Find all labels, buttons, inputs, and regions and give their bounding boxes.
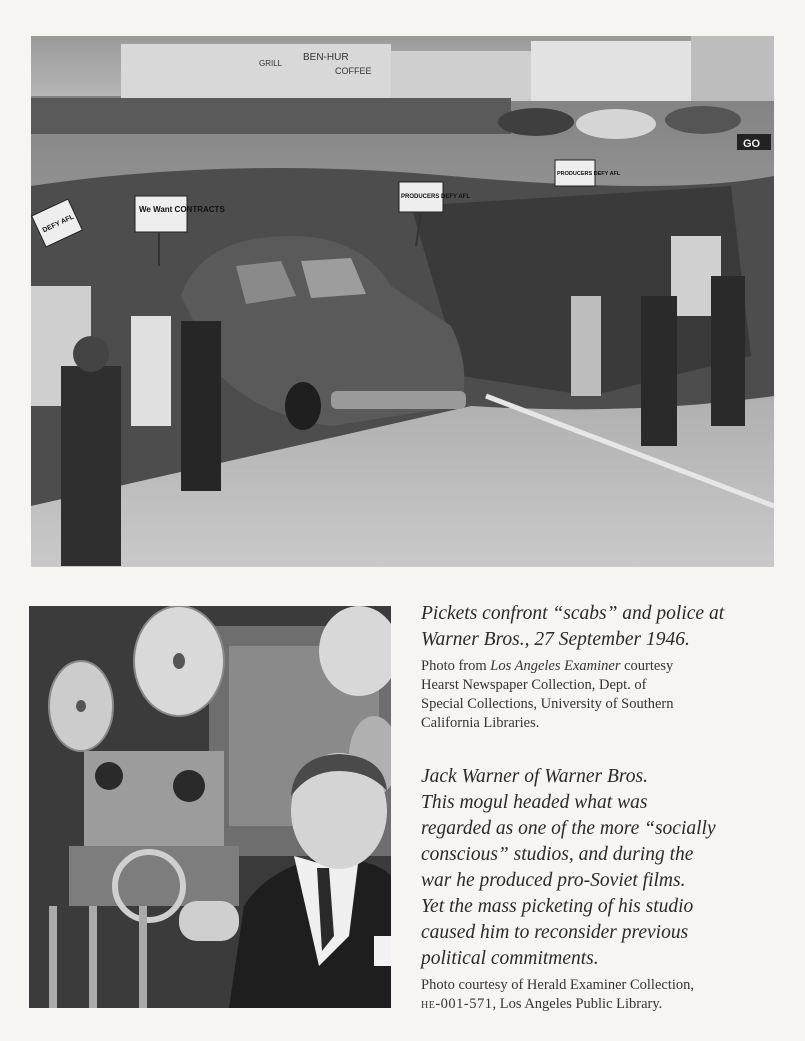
caption-picket-credit [421, 657, 771, 733]
picket-line-illustration [31, 36, 774, 567]
caption-picket-line [421, 601, 771, 733]
svg-text:PRODUCERS DEFY AFL: PRODUCERS DEFY AFL [401, 194, 471, 200]
credit-line: , Los Angeles Public Library. [492, 996, 663, 1012]
caption-warner-line: regarded as one of the more “socially [421, 818, 716, 839]
caption-picket-title-line: Pickets confront “scabs” and police at [421, 603, 725, 624]
credit-source-newspaper: Los Angeles Examiner [490, 658, 621, 674]
svg-text:DEFY AFL: DEFY AFL [41, 213, 76, 235]
caption-warner-line: conscious” studios, and during the [421, 844, 694, 865]
sign-coffee: COFFEE [335, 66, 372, 76]
caption-warner-credit [421, 976, 771, 1014]
credit-line: Hearst Newspaper Collection, Dept. of [421, 677, 647, 693]
svg-text:We Want CONTRACTS: We Want CONTRACTS [139, 205, 225, 214]
caption-warner-line: Yet the mass picketing of his studio [421, 896, 694, 917]
caption-warner-line: caused him to reconsider previous [421, 922, 689, 943]
sign-go: GO [743, 138, 761, 150]
credit-line: Special Collections, University of Southern [421, 696, 674, 712]
photo-jack-warner [29, 606, 391, 1008]
credit-line: Photo courtesy of Herald Examiner Collection, [421, 977, 695, 993]
credit-prefix: Photo from [421, 658, 491, 674]
caption-warner-line: war he produced pro-Soviet films. [421, 870, 686, 891]
sign-grill: GRILL [259, 59, 283, 68]
caption-jack-warner [421, 764, 771, 1014]
credit-line: courtesy [624, 658, 674, 674]
jack-warner-illustration [29, 606, 391, 1008]
caption-warner-title [421, 764, 771, 972]
credit-collection-id: he-001-571 [421, 996, 493, 1012]
caption-warner-line: political commitments. [421, 948, 599, 969]
photo-picket-line [31, 36, 774, 567]
caption-picket-title-line: Warner Bros., 27 September 1946. [421, 629, 690, 650]
svg-text:PRODUCERS DEFY AFL: PRODUCERS DEFY AFL [557, 171, 621, 177]
sign-ben-hur: BEN-HUR [303, 52, 349, 63]
caption-warner-line: This mogul headed what was [421, 792, 648, 813]
credit-line: California Libraries. [421, 715, 540, 731]
caption-warner-line: Jack Warner of Warner Bros. [421, 766, 648, 787]
caption-picket-title [421, 601, 771, 653]
